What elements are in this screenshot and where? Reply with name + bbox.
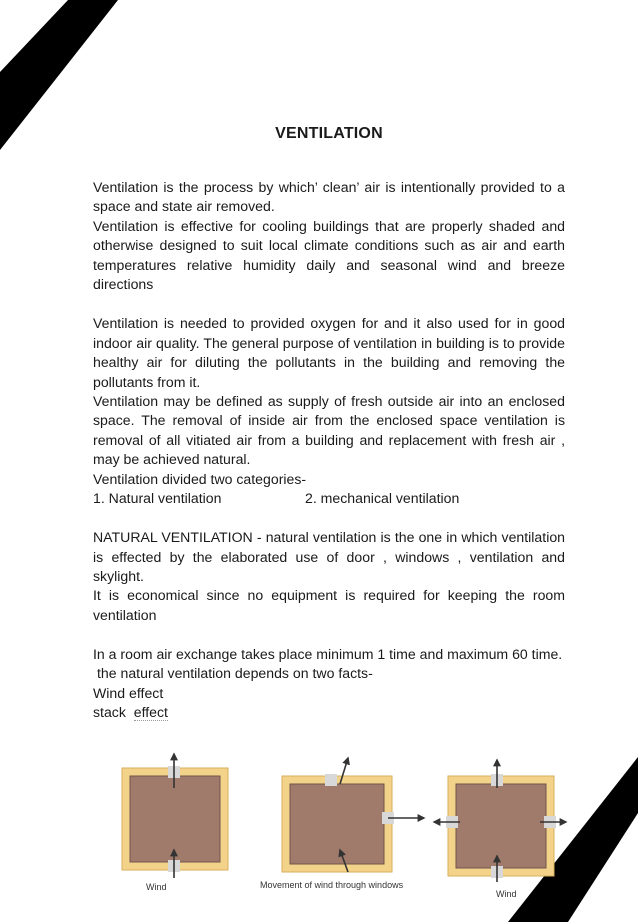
paragraph-economical: It is economical since no equipment is required for keeping the room ventilation <box>93 587 565 623</box>
paragraph-natural-ventilation: NATURAL VENTILATION - natural ventilation is the one in which ventilation is effected by the elaborated use of door , windows , ventilation and skylight. <box>93 529 565 585</box>
caption-wind-left: Wind <box>146 882 167 892</box>
effect-word: effect <box>133 704 168 721</box>
room-diagram-3 <box>434 760 566 882</box>
paragraph-cooling: Ventilation is effective for cooling buildings that are properly shaded and otherwise designed to suit local climate conditions such as air and earth temperatures relative humidity daily and seasonal wind and breeze directions <box>93 217 565 293</box>
body-text <box>93 178 565 723</box>
wind-movement-figure <box>118 752 568 904</box>
item-wind-effect: Wind effect <box>93 684 164 701</box>
room-diagram-1 <box>122 754 228 878</box>
paragraph-defined: Ventilation may be defined as supply of fresh outside air into an enclosed space. The removal of inside air from the enclosed space ventilation is removal of all vitiated air from a building and replacement with fresh air , may be achieved natural. <box>93 392 565 468</box>
item-stack-effect <box>93 703 565 722</box>
category-mechanical: 2. mechanical ventilation <box>305 490 460 507</box>
paragraph-depends: the natural ventilation depends on two facts- <box>97 665 373 682</box>
stack-word: stack <box>93 704 126 721</box>
paragraph-purpose: Ventilation is needed to provided oxygen for and it also used for in good indoor air quality. The general purpose of ventilation in building is to provide healthy air for diluting the pollutants in the building and removing the pollutants from it. <box>93 315 565 390</box>
page-title: VENTILATION <box>275 125 383 142</box>
category-natural: 1. Natural ventilation <box>93 490 222 507</box>
caption-wind-right: Wind <box>496 889 517 899</box>
corner-ribbon-top-left <box>0 0 130 175</box>
caption-center: Movement of wind through windows <box>260 880 404 890</box>
paragraph-categories: Ventilation divided two categories- <box>93 470 307 487</box>
spacer <box>93 625 565 644</box>
paragraph-definition: Ventilation is the process by which’ clean’ air is intentionally provided to a space and state air removed. <box>93 179 565 215</box>
room-diagram-2 <box>282 758 424 872</box>
paragraph-air-exchange: In a room air exchange takes place minimum 1 time and maximum 60 time. <box>93 645 563 662</box>
spacer <box>93 295 565 314</box>
categories-row <box>93 489 565 508</box>
spacer <box>93 509 565 528</box>
